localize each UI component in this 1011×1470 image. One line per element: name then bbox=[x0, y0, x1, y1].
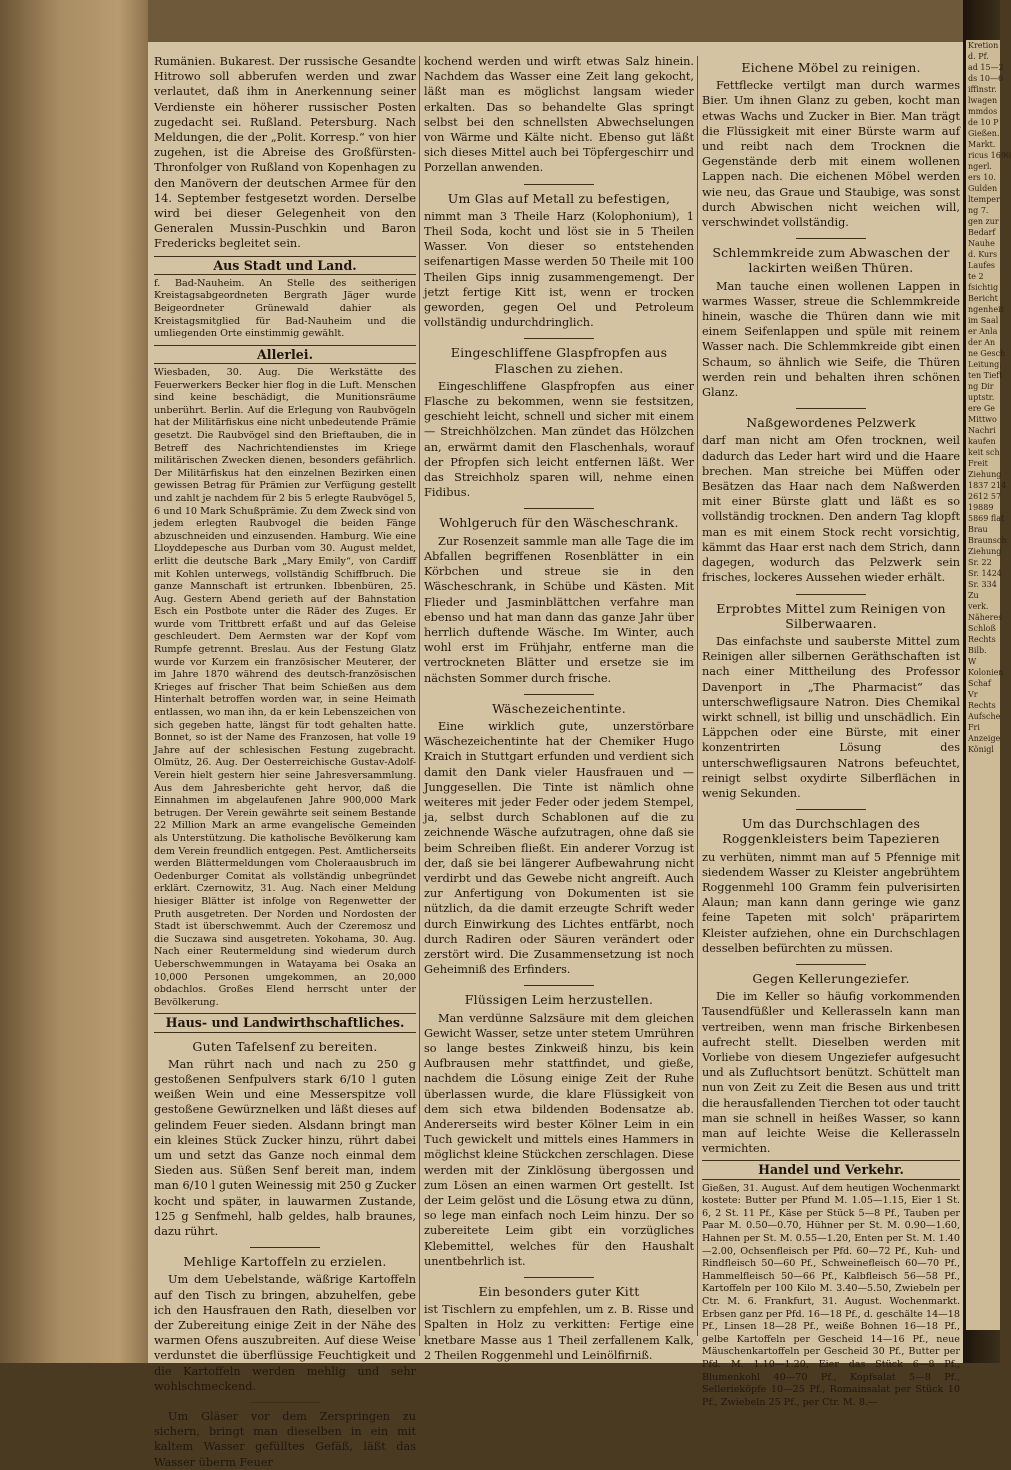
article-heading-tinte: Wäschezeichentinte. bbox=[492, 700, 626, 716]
next-page-fragment: te 2 bbox=[968, 272, 984, 281]
next-page-fragment: Zu bbox=[968, 591, 979, 600]
separator bbox=[796, 964, 866, 965]
next-page-fragment: Gulden bbox=[968, 184, 998, 193]
newspaper-page bbox=[148, 42, 963, 1469]
article-heading-pelzwerk: Naßgewordenes Pelzwerk bbox=[746, 415, 916, 431]
article-heading-glas: Um Glas auf Metall zu befestigen, bbox=[447, 190, 671, 206]
article-heading-ungeziefer: Gegen Kellerungeziefer. bbox=[752, 970, 910, 986]
next-page-fragment: Laufes bbox=[968, 261, 996, 270]
next-page-fragment: ngenheit bbox=[968, 305, 1004, 314]
next-page-fragment: Nachri bbox=[968, 426, 996, 435]
article-glaeser-continued: kochend werden und wirft etwas Salz hinein. Nachdem das Wasser eine Zeit lang gekocht, läßt man es möglichst langsam wieder erkalten. Das so behandelte Glas springt selbst bei den schnellsten Abwechselungen von Wärme und Kälte nicht. Ebenso gut läßt sich dieses Mittel auch bei Töpfergeschirr und Porzellan anwenden. bbox=[424, 55, 694, 175]
market-report: Gießen, 31. August. Auf dem heutigen Wochenmarkt kostete: Butter per Pfund M. 1.05—1.15, Eier 1 St. 6, 2 St. 11 Pf., Käse per Stück 5—8 Pf., Tauben per Paar M. 0.50—0.70, Hühner per St. M. 0.90—1.60, Hahnen per St. M. 0.55—1.20, Enten per St. M. 1.40—2.00, Ochsenfleisch per Pfd. 60—72 Pf., Kuh- und Rindfleisch 50—60 Pf., Schweinefleisch 60—70 Pf., Hammelfleisch 50—66 Pf., Kalbfleisch 56—58 Pf., Kartoffeln per 100 Kilo M. 3.40—5.50, Zwiebeln per Ctr. M. 6. Frankfurt, 31. August. Wochenmarkt. Erbsen ganz per Pfd. 16—18 Pf., d. geschälte 14—18 Pf., Linsen 18—28 Pf., weiße Bohnen 16—18 Pf., gelbe Kartoffeln per Gescheid 14—16 Pf., neue Mäuschenkartoffeln per Gescheid 30 Pf., Butter per Pfd. M. 1.10—1.20, Eier das Stück 6—8 Pf., Blumenkohl 40—70 Pf., Kopfsalat 5—8 Pf., Sellerieköpfe 10—25 Pf., Romainsalat per Stück 10 Pf., Zwiebeln 25 Pf., per Ctr. M. 8.— bbox=[702, 1182, 960, 1408]
next-page-fragment: kaufen bbox=[968, 437, 996, 446]
article-tafelsenf: Man rührt nach und nach zu 250 g gestoßenen Senfpulvers stark 6/10 l guten weißen Wein und eine Messerspitze voll gestoßene Gewürznelken und läßt dieses auf gelindem Feuer sieden. Alsdann bringt man ein kleines Stück Zucker hinzu, rührt dabei um und setzt das Ganze noch einmal dem Sieden aus. Süßen Senf bereit man, indem man 6/10 l guten Weinessig mit 250 g Zucker kocht und später, in lauwarmen Zustande, 125 g Senfmehl, halb geldes, halb braunes, dazu rührt. bbox=[154, 1057, 416, 1238]
next-page-fragment: Vr bbox=[968, 690, 978, 699]
next-page-fragment: im Saal bbox=[968, 316, 999, 325]
next-page-fragment: Königl bbox=[968, 745, 994, 754]
article-glaspfropfen: Eingeschliffene Glaspfropfen aus einer Flasche zu bekommen, wenn sie festsitzen, geschieht leicht, schnell und sicher mit einem — Streichhölzchen. Man zündet das Hölzchen an, erwärmt damit den Flaschenhals, worauf der Pfropfen sich leicht entfernen läßt. Wer das Streichholz sparen will, nehme einen Fidibus. bbox=[424, 379, 694, 500]
next-page-fragment: gen zur bbox=[968, 217, 999, 226]
next-page-fragment: d. Kurs bbox=[968, 250, 998, 259]
article-silber: Das einfachste und sauberste Mittel zum Reinigen aller silbernen Geräthschaften ist nach einer Mittheilung des Professor Davenport in „The Pharmacist“ das unterschwefligsaure Natron. Dies Chemikal wirkt schnell, ist billig und unschädlich. Ein Läppchen oder eine Bürste, mit einer konzentrirten Lösung des unterschwefligsauren Natrons befeuchtet, reinigt selbst oxydirte Silberflächen in wenig Sekunden. bbox=[702, 634, 960, 800]
separator bbox=[524, 694, 594, 695]
next-page-fragment: lwagen bbox=[968, 96, 998, 105]
allerlei-news: Wiesbaden, 30. Aug. Die Werkstätte des Feuerwerkers Becker hier flog in die Luft. Menschen sind keine beschädigt, die Munitionsräume unberührt. Berlin. Auf die Erlegung von Raubvögeln hat der Militärfiskus eine nicht unbedeutende Prämie gesetzt. Die Raubvögel sind den Brieftauben, die in Betreff des Nachrichtendienstes im Kriege militärischen Zwecken dienen, besonders gefährlich. Der Militärfiskus hat den einzelnen Bezirken einen gewissen Betrag für Prämien zur Verfügung gestellt und zahlt je nachdem für 2 bis 5 erlegte Raubvögel 5, 6 und 10 Mark Schußprämie. Zu dem Zweck sind von jedem erlegten Raubvogel die beiden Fänge abzuschneiden und einzusenden. Hamburg. Wie eine Lloyddepesche aus Durban vom 30. August meldet, erlitt die deutsche Bark „Mary Emily“, von Cardiff mit Kohlen unterwegs, vollständig Schiffbruch. Die ganze Mannschaft ist ertrunken. Ibbenbüren, 25. Aug. Gestern Abend gerieth auf der Bahnstation Esch ein Postbote unter die Räder des Zuges. Er wurde vom Trittbrett erfaßt und auf das Geleise geschleudert. Dem Aermsten war der Kopf vom Rumpfe getrennt. Breslau. Aus der Festung Glatz wurde vor Kurzem ein französischer Meuterer, der im Jahre 1870 während des deutsch-französischen Krieges auf frischer That beim Schießen aus dem Hinterhalt betroffen worden war, in seine Heimath entlassen, wo man ihn, da er kein Lebenszeichen von sich gegeben hatte, längst für todt gehalten hatte. Bonnet, so ist der Name des Franzosen, hat volle 19 Jahre auf der schlesischen Festung zugebracht. Olmütz, 26. Aug. Der Oesterreichische Gustav-Adolf-Verein hielt gestern hier seine Jahresversammlung. Aus dem Jahresberichte geht hervor, daß die Einnahmen im abgelaufenen Jahre 900,000 Mark betrugen. Der Verein gewährte seit seinem Bestande 22 Million Mark an arme evangelische Gemeinden als Unterstützung. Die katholische Bevölkerung kam dem Verein freundlich entgegen. Pest. Amtlicherseits werden Blättermeldungen vom Choleraausbruch im Oedenburger Comitat als vollständig unbegründet erklärt. Czernowitz, 31. Aug. Nach einer Meldung hiesiger Blätter ist infolge von Regenwetter der Pruth ausgetreten. Der Norden und Nordosten der Stadt ist überschwemmt. Auch der Czeremosz und die Suczawa sind ausgetreten. Yokohama, 30. Aug. Nach einer Reutermeldung sind wiederum durch Ueberschwemmungen in Watayama bei Osaka an 10,000 Personen umgekommen, an 20,000 obdachlos. Großes Elend herrscht unter der Bevölkerung. bbox=[154, 367, 416, 1008]
next-page-fragment: ten Tieft bbox=[968, 371, 1003, 380]
article-heading-glaspfropfen: Eingeschliffene Glaspfropfen aus Flaschen zu ziehen. bbox=[450, 345, 668, 376]
next-page-fragment: ere Ge bbox=[968, 404, 995, 413]
section-heading-stadt: Aus Stadt und Land. bbox=[154, 256, 416, 275]
next-page-fragment: Anzeige bbox=[968, 734, 1001, 743]
article-glaeser: Um Gläser vor dem Zerspringen zu sichern, bringt man dieselben in ein mit kaltem Wasser gefülltes Gefäß, läßt das Wasser überm Feuer bbox=[154, 1409, 416, 1469]
next-page-edge bbox=[966, 40, 1011, 1330]
next-page-fragment: ng 7. bbox=[968, 206, 989, 215]
article-heading-silber: Erprobtes Mittel zum Reinigen von Silberwaaren. bbox=[716, 600, 946, 631]
next-page-fragment: ne Gesch bbox=[968, 349, 1006, 358]
separator bbox=[250, 1247, 320, 1248]
separator bbox=[524, 1277, 594, 1278]
article-heading-kleister: Um das Durchschlagen des Roggenkleisters beim Tapezieren bbox=[722, 816, 940, 847]
next-page-fragment: Markt. bbox=[968, 140, 996, 149]
next-page-fragment: Nauhe bbox=[968, 239, 995, 248]
next-page-fragment: er Anla bbox=[968, 327, 998, 336]
next-page-fragment: de 10 P bbox=[968, 118, 999, 127]
article-ungeziefer: Die im Keller so häufig vorkommenden Tausendfüßler und Kellerasseln kann man vertreiben, wenn man frische Birkenbesen aufrecht stellt. Dieselben werden mit Vorliebe von diesem Ungeziefer aufgesucht und als Zufluchtsort benützt. Schüttelt man nun von Zeit zu Zeit die Besen aus und tritt die herausfallenden Tierchen tot oder taucht man sie schnell in heißes Wasser, so kann man auf leichte Weise die Kellerasseln vermichten. bbox=[702, 990, 960, 1156]
article-heading-kitt: Ein besonders guter Kitt bbox=[478, 1284, 640, 1300]
next-page-fragment: 5869 flat bbox=[968, 514, 1005, 523]
article-kartoffeln: Um dem Uebelstande, wäßrige Kartoffeln auf den Tisch zu bringen, abzuhelfen, gebe ich den Hausfrauen den Rath, dieselben vor der Zubereitung einige Zeit in der Nähe des warmen Ofens auszubreiten. Auf diese Weise verdunstet die überflüssige Feuchtigkeit und die Kartoffeln werden mehlig und sehr wohlschmeckend. bbox=[154, 1273, 416, 1393]
next-page-fragment: Bedarf bbox=[968, 228, 996, 237]
next-page-fragment: Schaf bbox=[968, 679, 991, 688]
next-page-fragment: mmdos bbox=[968, 107, 998, 116]
separator bbox=[524, 184, 594, 185]
separator bbox=[796, 809, 866, 810]
next-page-fragment: Mittwo bbox=[968, 415, 997, 424]
next-page-fragment: uptstr. bbox=[968, 393, 995, 402]
article-leim: Man verdünne Salzsäure mit dem gleichen Gewicht Wasser, setze unter stetem Umrühren so lange bestes Zinkweiß hinzu, bis kein Aufbrausen mehr stattfindet, und gieße, nachdem die Lösung einige Zeit der Ruhe überlassen wurde, die klare Flüssigkeit von dem sich etwa bildenden Bodensatze ab. Andererseits wird bester Kölner Leim in ein Tuch gewickelt und mittels eines Hammers in möglichst kleine Stückchen zerschlagen. Diese werden mit der Zinklösung übergossen und zum Lösen an einen warmen Ort gestellt. Ist der Leim gelöst und die Lösung etwa zu dünn, so lege man einfach noch Leim hinzu. Der so zubereitete Leim gibt ein vorzügliches Klebemittel, welches für den Haushalt unentbehrlich ist. bbox=[424, 1011, 694, 1268]
next-page-fragment: ltemper bbox=[968, 195, 1000, 204]
next-page-fragment: Sr. 334 bbox=[968, 580, 997, 589]
next-page-fragment: fsichtig bbox=[968, 283, 999, 292]
next-page-fragment: Brau bbox=[968, 525, 988, 534]
next-page-fragment: Schloß bbox=[968, 624, 996, 633]
next-page-fragment: ds 10—6 bbox=[968, 74, 1004, 83]
section-heading-handel: Handel und Verkehr. bbox=[702, 1160, 960, 1179]
next-page-fragment: Kretion bbox=[968, 41, 999, 50]
next-page-fragment: ricus 1690 bbox=[968, 151, 1011, 160]
column-rule bbox=[697, 56, 698, 1336]
next-page-fragment: ngerl. bbox=[968, 162, 992, 171]
next-page-fragment: d. Pf. bbox=[968, 52, 989, 61]
separator bbox=[796, 594, 866, 595]
next-page-fragment: Ziehung bbox=[968, 547, 1002, 556]
separator bbox=[524, 338, 594, 339]
next-page-fragment: Bilb. bbox=[968, 646, 987, 655]
next-page-fragment: ng Dir bbox=[968, 382, 994, 391]
next-page-fragment: iffinstr. bbox=[968, 85, 997, 94]
column-1 bbox=[154, 54, 416, 1469]
next-page-fragment: Näheres bbox=[968, 613, 1003, 622]
next-page-fragment: Bericht bbox=[968, 294, 998, 303]
next-page-fragment: Ziehung bbox=[968, 470, 1002, 479]
next-page-fragment: keit sch bbox=[968, 448, 1000, 457]
separator bbox=[796, 238, 866, 239]
next-page-fragment: Gießen. bbox=[968, 129, 1000, 138]
article-heading-leim: Flüssigen Leim herzustellen. bbox=[464, 992, 654, 1008]
top-margin bbox=[148, 0, 963, 42]
book-binding-margin bbox=[0, 0, 148, 1363]
next-page-fragment: Rechts bbox=[968, 701, 996, 710]
article-moebel: Fettflecke vertilgt man durch warmes Bier. Um ihnen Glanz zu geben, kocht man etwas Wachs und Zucker in Bier. Man trägt die Flüssigkeit mit einer Bürste warm auf und reibt nach dem Trocknen die Gegenstände derb mit einem wollenen Lappen nach. Die eichenen Möbel werden wie neu, das Graue und Staubige, was sonst durch Abwischen nicht weichen will, verschwindet vollständig. bbox=[702, 79, 960, 230]
article-glas: nimmt man 3 Theile Harz (Kolophonium), 1 Theil Soda, kocht und löst sie in 5 Theilen Wasser. Von dieser so entstehenden seifenartigen Masse werden 50 Theile mit 100 Theilen Gips innig zusammengemengt. Der jetzt fertige Kitt ist, wenn er trocken geworden, gegen Oel und Petroleum vollständig undurchdringlich. bbox=[424, 209, 694, 330]
article-kleister: zu verhüten, nimmt man auf 5 Pfennige mit siedendem Wasser zu Kleister angebrühtem Roggenmehl 100 Gramm fein pulverisirten Alaun; man kann dann geringe wie ganz feine Tapeten mit solch' präparirtem Kleister aufziehen, ohne ein Durchschlagen desselben befürchten zu müssen. bbox=[702, 850, 960, 955]
next-page-fragment: Sr. 1424 bbox=[968, 569, 1002, 578]
next-page-fragment: verk. bbox=[968, 602, 989, 611]
next-page-fragment: Leitung. bbox=[968, 360, 1002, 369]
separator bbox=[524, 985, 594, 986]
article-schlemmkreide: Man tauche einen wollenen Lappen in warmes Wasser, streue die Schlemmkreide hinein, wasche die Thüren dann wie mit einem Seifenlappen und spüle mit reinem Wasser nach. Die Schlemmkreide gibt einen Schaum, so ähnlich wie Seife, die Thüren werden rein und behalten ihren schönen Glanz. bbox=[702, 279, 960, 400]
column-3 bbox=[702, 54, 960, 1408]
article-heading-moebel: Eichene Möbel zu reinigen. bbox=[741, 60, 921, 75]
foreign-news: Rumänien. Bukarest. Der russische Gesandte Hitrowo soll abberufen werden und zwar verlautet, daß ihm in Anerkennung seiner Verdienste ein höherer russischer Posten zugedacht sei. Rußland. Petersburg. Nach Meldungen, die der „Polit. Korresp.“ von hier zugehen, ist die Abreise des Großfürsten-Thronfolger von Rußland von Kopenhagen zu den Manövern der deutschen Armee für den 14. September festgesetzt worden. Derselbe wird bei dieser Gelegenheit von den Generalen Mussin-Puschkin und Baron Fredericks begleitet sein. bbox=[154, 55, 416, 251]
local-news: f. Bad-Nauheim. An Stelle des seitherigen Kreistagsabgeordneten Bergrath Jäger wurde Beigeordneter Grünewald dahier als Kreistagsmitglied für Bad-Nauheim und die umliegenden Orte einstimmig gewählt. bbox=[154, 277, 416, 340]
article-waesche: Zur Rosenzeit sammle man alle Tage die im Abfallen begriffenen Rosenblätter in ein Körbchen und streue sie in den Wäscheschrank, in Schübe und Kästen. Mit Flieder und Jasminblättchen verfahre man ebenso und hat man dann das ganze Jahr über herrlich duftende Wäsche. Im Winter, auch wohl erst im Frühjahr, entferne man die vertrockneten Blätter und ersetze sie im nächsten Sommer durch frische. bbox=[424, 534, 694, 685]
separator bbox=[796, 408, 866, 409]
next-page-fragment: 19889 bbox=[968, 503, 994, 512]
next-page-fragment: der An bbox=[968, 338, 996, 347]
next-page-fragment: Kolonien bbox=[968, 668, 1004, 677]
article-pelzwerk: darf man nicht am Ofen trocknen, weil dadurch das Leder hart wird und die Haare brechen. Man streiche bei Müffen oder Besätzen das Haar nach dem Naßwerden mit einer Bürste glatt und läßt es so vollständig trocknen. Den andern Tag klopft man es mit einem Stock recht vorsichtig, kämmt das Haar erst nach dem Strich, dann dagegen, wodurch das Pelzwerk sein frisches, lockeres Aussehen wieder erhält. bbox=[702, 434, 960, 585]
column-rule bbox=[419, 56, 420, 1336]
next-page-fragment: Freit bbox=[968, 459, 988, 468]
section-heading-allerlei: Allerlei. bbox=[154, 345, 416, 364]
next-page-fragment: 1837 214 bbox=[968, 481, 1007, 490]
next-page-fragment: Aufsche bbox=[968, 712, 1001, 721]
next-page-fragment: W bbox=[968, 657, 977, 666]
separator bbox=[524, 508, 594, 509]
next-page-fragment: Fri bbox=[968, 723, 980, 732]
next-page-fragment: Sr. 22 bbox=[968, 558, 992, 567]
article-heading-kartoffeln: Mehlige Kartoffeln zu erzielen. bbox=[183, 1254, 387, 1270]
article-heading-tafelsenf: Guten Tafelsenf zu bereiten. bbox=[192, 1038, 378, 1054]
article-kitt: ist Tischlern zu empfehlen, um z. B. Risse und Spalten in Holz zu verkitten: Fertige eine knetbare Masse aus 1 Theil zerfallenem Kalk, 2 Theilen Roggenmehl und Leinölfirniß. bbox=[424, 1303, 694, 1362]
article-heading-schlemmkreide: Schlemmkreide zum Abwaschen der lackirten weißen Thüren. bbox=[712, 245, 950, 276]
column-2 bbox=[424, 54, 694, 1362]
next-page-fragment: Braunsch bbox=[968, 536, 1007, 545]
separator bbox=[250, 1402, 320, 1403]
next-page-fragment: ad 15—2 bbox=[968, 63, 1004, 72]
next-page-fragment: 2612 57 bbox=[968, 492, 1002, 501]
section-heading-haus: Haus- und Landwirthschaftliches. bbox=[154, 1013, 416, 1032]
next-page-fragment: ers 10. bbox=[968, 173, 996, 182]
article-tinte: Eine wirklich gute, unzerstörbare Wäschezeichentinte hat der Chemiker Hugo Kraich in Stuttgart erfunden und verdient sich damit den Dank vieler Hausfrauen und — Junggesellen. Die Tinte ist nämlich ohne weiteres mit jeder Feder oder jedem Stempel, ja, selbst durch Schablonen auf die zu zeichnende Wäsche aufzutragen, ohne daß sie beim Schreiben fließt. Ein anderer Vorzug ist der, daß sie bei längerer Aufbewahrung nicht verdirbt und das Gewebe nicht angreift. Auch zur Anfertigung von Dokumenten ist sie nützlich, da die damit erzeugte Schrift weder durch Einwirkung des Lichtes entfärbt, noch durch Radiren oder Säuren verändert oder zerstört wird. Die Zusammensetzung ist noch Geheimniß des Erfinders. bbox=[424, 719, 694, 977]
next-page-fragment: Rechts bbox=[968, 635, 996, 644]
article-heading-waesche: Wohlgeruch für den Wäscheschrank. bbox=[439, 515, 679, 531]
